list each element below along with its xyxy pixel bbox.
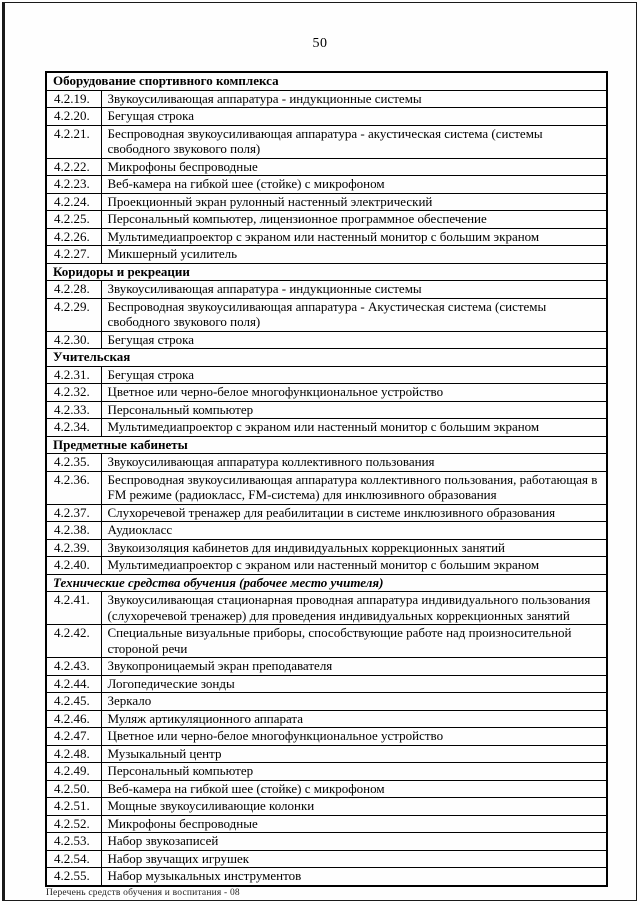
table-row [46, 158, 607, 176]
table-row [46, 625, 607, 658]
item-number: 4.2.26. [46, 228, 101, 246]
table-row [46, 125, 607, 158]
item-description: Музыкальный центр [101, 745, 607, 763]
section-title: Коридоры и рекреации [46, 263, 607, 281]
table-row [46, 693, 607, 711]
table-row [46, 419, 607, 437]
item-description: Слухоречевой тренажер для реабилитации в системе инклюзивного образования [101, 504, 607, 522]
item-description: Звукоизоляция кабинетов для индивидуальных коррекционных занятий [101, 539, 607, 557]
table-row [46, 193, 607, 211]
table-row [46, 728, 607, 746]
item-number: 4.2.25. [46, 211, 101, 229]
item-number: 4.2.23. [46, 176, 101, 194]
item-description: Беспроводная звукоусиливающая аппаратура - акустическая система (системы свободного звукового поля) [101, 125, 607, 158]
item-number: 4.2.53. [46, 833, 101, 851]
item-number: 4.2.50. [46, 780, 101, 798]
table-row [46, 90, 607, 108]
table-row [46, 471, 607, 504]
table-row [46, 658, 607, 676]
item-number: 4.2.24. [46, 193, 101, 211]
table-row [46, 331, 607, 349]
table-row [46, 281, 607, 299]
item-number: 4.2.55. [46, 868, 101, 886]
item-description: Специальные визуальные приборы, способствующие работе над произносительной стороной речи [101, 625, 607, 658]
item-number: 4.2.19. [46, 90, 101, 108]
item-number: 4.2.40. [46, 557, 101, 575]
item-number: 4.2.46. [46, 710, 101, 728]
item-description: Проекционный экран рулонный настенный электрический [101, 193, 607, 211]
item-number: 4.2.30. [46, 331, 101, 349]
item-number: 4.2.47. [46, 728, 101, 746]
item-description: Звукоусиливающая стационарная проводная аппаратура индивидуального пользования (слухоречевой тренажер) для проведения индивидуальных коррекционных занятий [101, 592, 607, 625]
item-description: Беспроводная звукоусиливающая аппаратура - Акустическая система (системы свободного звукового поля) [101, 298, 607, 331]
table-row [46, 454, 607, 472]
item-number: 4.2.41. [46, 592, 101, 625]
table-row [46, 401, 607, 419]
item-number: 4.2.33. [46, 401, 101, 419]
section-header-row [46, 349, 607, 367]
section-header-row [46, 72, 607, 90]
item-description: Набор звукозаписей [101, 833, 607, 851]
item-number: 4.2.28. [46, 281, 101, 299]
table-row [46, 675, 607, 693]
item-number: 4.2.42. [46, 625, 101, 658]
item-description: Звукоусиливающая аппаратура - индукционные системы [101, 90, 607, 108]
section-title: Оборудование спортивного комплекса [46, 72, 607, 90]
item-description: Мощные звукоусиливающие колонки [101, 798, 607, 816]
table-row [46, 868, 607, 886]
item-description: Микрофоны беспроводные [101, 815, 607, 833]
item-description: Звукопроницаемый экран преподавателя [101, 658, 607, 676]
item-number: 4.2.49. [46, 763, 101, 781]
item-number: 4.2.22. [46, 158, 101, 176]
equipment-table [45, 71, 608, 887]
item-description: Персональный компьютер, лицензионное программное обеспечение [101, 211, 607, 229]
table-row [46, 522, 607, 540]
section-header-row [46, 436, 607, 454]
item-number: 4.2.39. [46, 539, 101, 557]
table-row [46, 366, 607, 384]
item-description: Набор звучащих игрушек [101, 850, 607, 868]
item-description: Мультимедиапроектор с экраном или настенный монитор с большим экраном [101, 419, 607, 437]
table-row [46, 211, 607, 229]
item-description: Звукоусиливающая аппаратура - индукционные системы [101, 281, 607, 299]
table-row [46, 176, 607, 194]
table-row [46, 228, 607, 246]
item-description: Веб-камера на гибкой шее (стойке) с микрофоном [101, 780, 607, 798]
item-description: Мультимедиапроектор с экраном или настенный монитор с большим экраном [101, 557, 607, 575]
item-number: 4.2.35. [46, 454, 101, 472]
section-title: Предметные кабинеты [46, 436, 607, 454]
table-row [46, 815, 607, 833]
item-description: Беспроводная звукоусиливающая аппаратура коллективного пользования, работающая в FM режиме (радиокласс, FM-система) для инклюзивного образования [101, 471, 607, 504]
item-number: 4.2.54. [46, 850, 101, 868]
section-header-row [46, 263, 607, 281]
item-number: 4.2.32. [46, 384, 101, 402]
item-number: 4.2.51. [46, 798, 101, 816]
table-row [46, 798, 607, 816]
item-number: 4.2.37. [46, 504, 101, 522]
item-number: 4.2.43. [46, 658, 101, 676]
item-description: Персональный компьютер [101, 401, 607, 419]
item-number: 4.2.45. [46, 693, 101, 711]
table-row [46, 763, 607, 781]
table-row [46, 592, 607, 625]
item-number: 4.2.38. [46, 522, 101, 540]
item-description: Набор музыкальных инструментов [101, 868, 607, 886]
table-row [46, 246, 607, 264]
item-description: Персональный компьютер [101, 763, 607, 781]
table-row [46, 298, 607, 331]
item-number: 4.2.36. [46, 471, 101, 504]
item-description: Муляж артикуляционного аппарата [101, 710, 607, 728]
table-row [46, 850, 607, 868]
item-number: 4.2.44. [46, 675, 101, 693]
item-description: Цветное или черно-белое многофункциональное устройство [101, 728, 607, 746]
table-row [46, 504, 607, 522]
item-description: Бегущая строка [101, 108, 607, 126]
item-description: Аудиокласс [101, 522, 607, 540]
item-number: 4.2.27. [46, 246, 101, 264]
page-footer: Перечень средств обучения и воспитания - 08 [46, 888, 240, 898]
section-title: Технические средства обучения (рабочее место учителя) [46, 574, 607, 592]
item-description: Зеркало [101, 693, 607, 711]
table-row [46, 108, 607, 126]
item-description: Бегущая строка [101, 331, 607, 349]
table-row [46, 539, 607, 557]
section-header-row [46, 574, 607, 592]
equipment-table-body [46, 72, 607, 886]
item-description: Микрофоны беспроводные [101, 158, 607, 176]
item-description: Веб-камера на гибкой шее (стойке) с микрофоном [101, 176, 607, 194]
item-number: 4.2.48. [46, 745, 101, 763]
table-row [46, 780, 607, 798]
item-description: Цветное или черно-белое многофункциональное устройство [101, 384, 607, 402]
item-description: Бегущая строка [101, 366, 607, 384]
item-number: 4.2.52. [46, 815, 101, 833]
item-description: Логопедические зонды [101, 675, 607, 693]
item-number: 4.2.21. [46, 125, 101, 158]
table-row [46, 710, 607, 728]
item-number: 4.2.20. [46, 108, 101, 126]
page-number: 50 [312, 36, 328, 51]
table-row [46, 384, 607, 402]
item-number: 4.2.34. [46, 419, 101, 437]
table-row [46, 745, 607, 763]
item-description: Звукоусиливающая аппаратура коллективного пользования [101, 454, 607, 472]
table-row [46, 557, 607, 575]
table-row [46, 833, 607, 851]
item-description: Микшерный усилитель [101, 246, 607, 264]
item-description: Мультимедиапроектор с экраном или настенный монитор с большим экраном [101, 228, 607, 246]
item-number: 4.2.31. [46, 366, 101, 384]
section-title: Учительская [46, 349, 607, 367]
item-number: 4.2.29. [46, 298, 101, 331]
